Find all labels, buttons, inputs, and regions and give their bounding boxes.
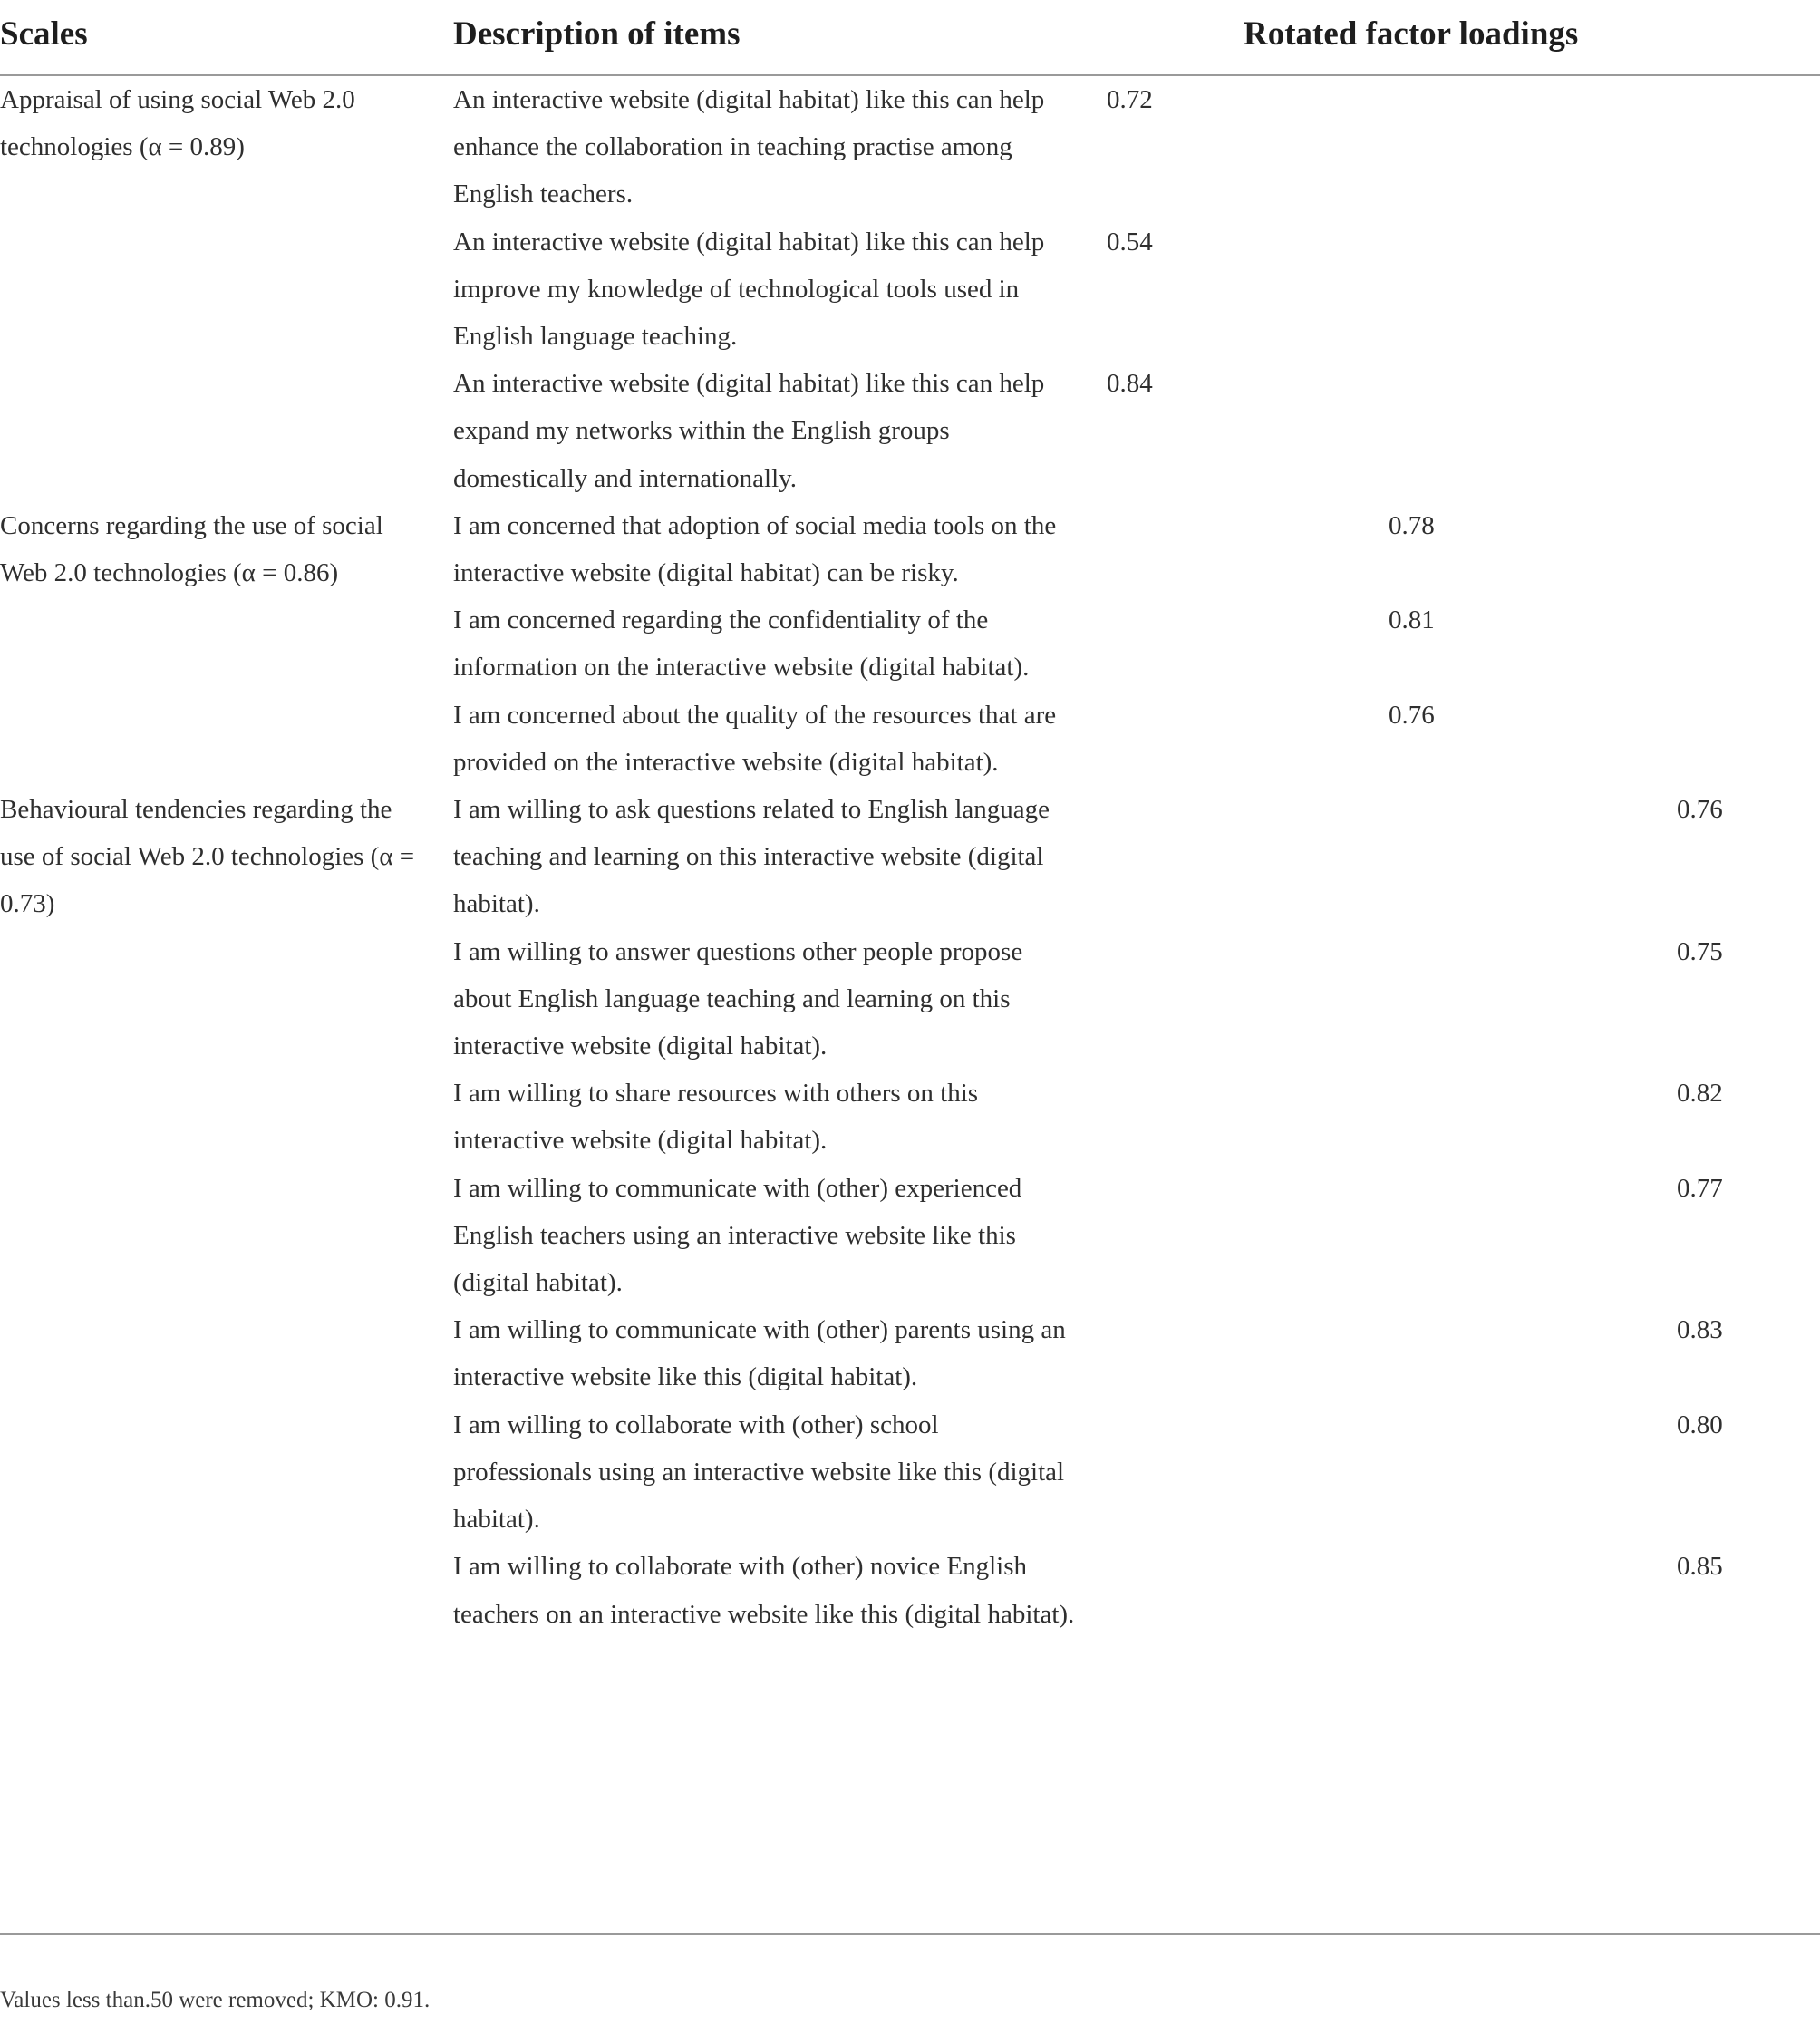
table-row bbox=[0, 360, 1820, 502]
item-description: I am willing to communicate with (other) parents using an interactive website like this (digital habitat). bbox=[453, 1315, 1066, 1392]
loading-factor-2 bbox=[1374, 928, 1651, 1071]
loading-factor-1: 0.72 bbox=[1107, 85, 1153, 114]
scale-cell: Behavioural tendencies regarding the use of social Web 2.0 technologies (α = 0.73) bbox=[0, 795, 415, 919]
loading-factor-1 bbox=[1106, 692, 1374, 786]
loading-factor-1 bbox=[1106, 1070, 1374, 1164]
loading-factor-2: 0.81 bbox=[1389, 606, 1435, 635]
scale-cell bbox=[0, 1165, 453, 1307]
scale-cell bbox=[0, 692, 453, 786]
loading-factor-2 bbox=[1374, 1401, 1651, 1544]
table-row bbox=[0, 1306, 1820, 1400]
loading-factor-3 bbox=[1651, 692, 1820, 786]
item-description: I am willing to ask questions related to English language teaching and learning on this interactive website (digital habitat). bbox=[453, 795, 1050, 919]
table-row bbox=[0, 786, 1820, 928]
loading-factor-1 bbox=[1106, 1401, 1374, 1544]
item-description: I am concerned regarding the confidentiality of the information on the interactive website (digital habitat). bbox=[453, 606, 1030, 683]
loading-factor-3: 0.82 bbox=[1677, 1079, 1723, 1109]
table-bottom-rule bbox=[0, 1933, 1820, 1935]
scale-cell bbox=[0, 1543, 453, 1637]
loading-factor-3 bbox=[1651, 502, 1820, 596]
header-rotated-factor-loadings: Rotated factor loadings bbox=[1106, 0, 1820, 75]
loading-factor-1: 0.54 bbox=[1107, 227, 1153, 257]
loading-factor-3 bbox=[1651, 596, 1820, 691]
table-row bbox=[0, 75, 1820, 218]
loading-factor-3: 0.85 bbox=[1677, 1552, 1723, 1582]
loading-factor-2 bbox=[1374, 1165, 1651, 1307]
table-row bbox=[0, 928, 1820, 1071]
loading-factor-3: 0.80 bbox=[1677, 1410, 1723, 1439]
loading-factor-1 bbox=[1106, 1306, 1374, 1400]
loading-factor-3 bbox=[1651, 360, 1820, 502]
item-description: I am concerned that adoption of social media tools on the interactive website (digital habitat) can be risky. bbox=[453, 510, 1057, 588]
loading-factor-2 bbox=[1374, 75, 1651, 218]
scale-cell bbox=[0, 218, 453, 361]
loading-factor-1 bbox=[1106, 786, 1374, 928]
item-description: I am willing to share resources with others on this interactive website (digital habitat). bbox=[453, 1079, 979, 1156]
table-row bbox=[0, 1543, 1820, 1637]
loading-factor-2 bbox=[1374, 786, 1651, 928]
scale-cell bbox=[0, 928, 453, 1071]
header-description: Description of items bbox=[453, 0, 1106, 75]
table-row bbox=[0, 502, 1820, 596]
table-row bbox=[0, 1165, 1820, 1307]
loading-factor-3 bbox=[1651, 218, 1820, 361]
table-header-row bbox=[0, 0, 1820, 75]
loading-factor-1 bbox=[1106, 928, 1374, 1071]
scale-cell bbox=[0, 1070, 453, 1164]
scale-cell: Appraisal of using social Web 2.0 technologies (α = 0.89) bbox=[0, 85, 355, 162]
scale-cell bbox=[0, 1401, 453, 1544]
item-description: I am willing to collaborate with (other) school professionals using an interactive website like this (digital habitat). bbox=[453, 1410, 1065, 1535]
table-row bbox=[0, 1070, 1820, 1164]
loading-factor-2 bbox=[1374, 360, 1651, 502]
table-row bbox=[0, 596, 1820, 691]
loading-factor-3: 0.75 bbox=[1677, 936, 1723, 966]
loading-factor-3: 0.77 bbox=[1677, 1173, 1723, 1203]
loading-factor-2 bbox=[1374, 1070, 1651, 1164]
item-description: An interactive website (digital habitat) like this can help improve my knowledge of technological tools used in English language teaching. bbox=[453, 227, 1045, 352]
table-row bbox=[0, 218, 1820, 361]
header-scales: Scales bbox=[0, 0, 453, 75]
item-description: I am willing to answer questions other people propose about English language teaching and learning on this interactive website (digital habitat). bbox=[453, 936, 1023, 1061]
table-row bbox=[0, 1401, 1820, 1544]
loading-factor-2: 0.78 bbox=[1389, 510, 1435, 540]
scale-cell bbox=[0, 596, 453, 691]
loading-factor-3: 0.76 bbox=[1677, 795, 1723, 825]
item-description: An interactive website (digital habitat) like this can help expand my networks within the English groups domestically and internationally. bbox=[453, 369, 1045, 493]
scale-cell: Concerns regarding the use of social Web 2.0 technologies (α = 0.86) bbox=[0, 510, 383, 588]
loading-factor-1 bbox=[1106, 596, 1374, 691]
item-description: I am willing to communicate with (other) experienced English teachers using an interactive website like this (digital habitat). bbox=[453, 1173, 1022, 1298]
loading-factor-2 bbox=[1374, 1306, 1651, 1400]
scale-cell bbox=[0, 360, 453, 502]
loading-factor-1 bbox=[1106, 1165, 1374, 1307]
loading-factor-1: 0.84 bbox=[1107, 369, 1153, 399]
table-row bbox=[0, 692, 1820, 786]
loading-factor-3: 0.83 bbox=[1677, 1315, 1723, 1345]
loading-factor-3 bbox=[1651, 75, 1820, 218]
loading-factor-2 bbox=[1374, 218, 1651, 361]
loading-factor-2: 0.76 bbox=[1389, 700, 1435, 730]
table-footnote: Values less than.50 were removed; KMO: 0.91. bbox=[0, 1988, 431, 2012]
loading-factor-1 bbox=[1106, 1543, 1374, 1637]
loading-factor-2 bbox=[1374, 1543, 1651, 1637]
item-description: An interactive website (digital habitat) like this can help enhance the collaboration in teaching practise among English teachers. bbox=[453, 85, 1045, 209]
scale-cell bbox=[0, 1306, 453, 1400]
item-description: I am concerned about the quality of the resources that are provided on the interactive website (digital habitat). bbox=[453, 700, 1057, 777]
item-description: I am willing to collaborate with (other) novice English teachers on an interactive website like this (digital habitat). bbox=[453, 1552, 1075, 1629]
loading-factor-1 bbox=[1106, 502, 1374, 596]
